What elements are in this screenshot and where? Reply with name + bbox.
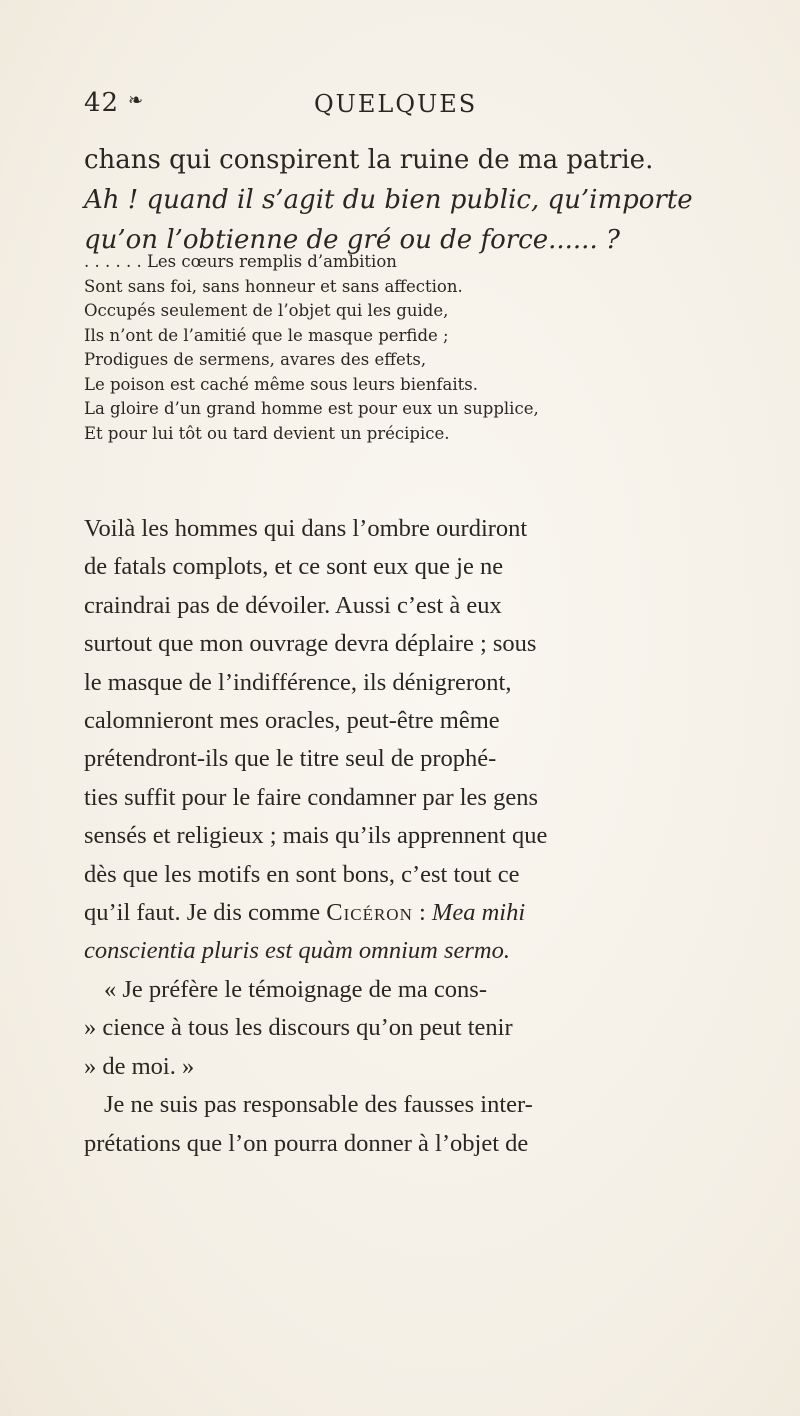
prose-line: prétations que l’on pourra donner à l’objet de <box>84 1129 529 1157</box>
prose-line: surtout que mon ouvrage devra déplaire ; sous <box>84 630 537 658</box>
intro-paragraph <box>84 140 704 260</box>
cicero-prefix: qu’il faut. Je dis comme <box>84 899 321 927</box>
prose-line: calomnieront mes oracles, peut-être même <box>84 707 500 735</box>
verse-line: Ils n’ont de l’amitié que le masque perfide ; <box>84 325 449 345</box>
prose-line: ties suffit pour le faire condamner par les gens <box>84 783 539 811</box>
page-number: 42 <box>84 88 120 118</box>
verse-line: Et pour lui tôt ou tard devient un précipice. <box>84 423 450 443</box>
verse-line: La gloire d’un grand homme est pour eux un supplice, <box>84 399 539 418</box>
prose-line: de fatals complots, et ce sont eux que je ne <box>84 553 504 581</box>
verse-line: Le poison est caché même sous leurs bienfaits. <box>84 374 478 394</box>
verse-line: . . . . . . Les cœurs remplis d’ambition <box>84 252 397 271</box>
prose-line: craindrai pas de dévoiler. Aussi c’est à eux <box>84 591 502 619</box>
page-header <box>84 88 704 128</box>
fleuron-ornament-icon: ❧ <box>128 90 144 111</box>
latin-quote-end: conscientia pluris est quàm omnium sermo. <box>84 937 510 965</box>
intro-line: chans qui conspirent la ruine de ma patrie. <box>84 145 654 175</box>
cicero-line <box>84 894 704 932</box>
prose-line: Je ne suis pas responsable des fausses inter- <box>104 1091 533 1119</box>
translation-line: » cience à tous les discours qu’on peut tenir <box>84 1014 513 1042</box>
cicero-name: Cicéron <box>326 899 413 927</box>
intro-line-italic: Ah ! quand il s’agit du bien public, qu’importe <box>84 185 693 215</box>
cicero-colon: : <box>412 899 432 927</box>
intro-line-italic: qu’on l’obtienne de gré ou de force...... ? <box>84 225 620 255</box>
verse-line: Occupés seulement de l’objet qui les guide, <box>84 301 449 320</box>
prose-line: sensés et religieux ; mais qu’ils apprennent que <box>84 822 548 850</box>
prose-body <box>84 510 704 1163</box>
latin-quote-start: Mea mihi <box>431 899 526 927</box>
translation-line: « Je préfère le témoignage de ma cons- <box>104 975 487 1003</box>
verse-quotation <box>84 250 644 446</box>
prose-line: prétendront-ils que le titre seul de prophé- <box>84 745 497 773</box>
prose-line: le masque de l’indifférence, ils dénigreront, <box>84 668 512 696</box>
prose-line: Voilà les hommes qui dans l’ombre ourdiront <box>84 515 528 542</box>
running-head: QUELQUES <box>314 90 478 118</box>
prose-line: dès que les motifs en sont bons, c’est tout ce <box>84 860 520 888</box>
translation-line: » de moi. » <box>84 1052 195 1080</box>
verse-line: Prodigues de sermens, avares des effets, <box>84 350 427 369</box>
verse-line: Sont sans foi, sans honneur et sans affection. <box>84 276 463 296</box>
